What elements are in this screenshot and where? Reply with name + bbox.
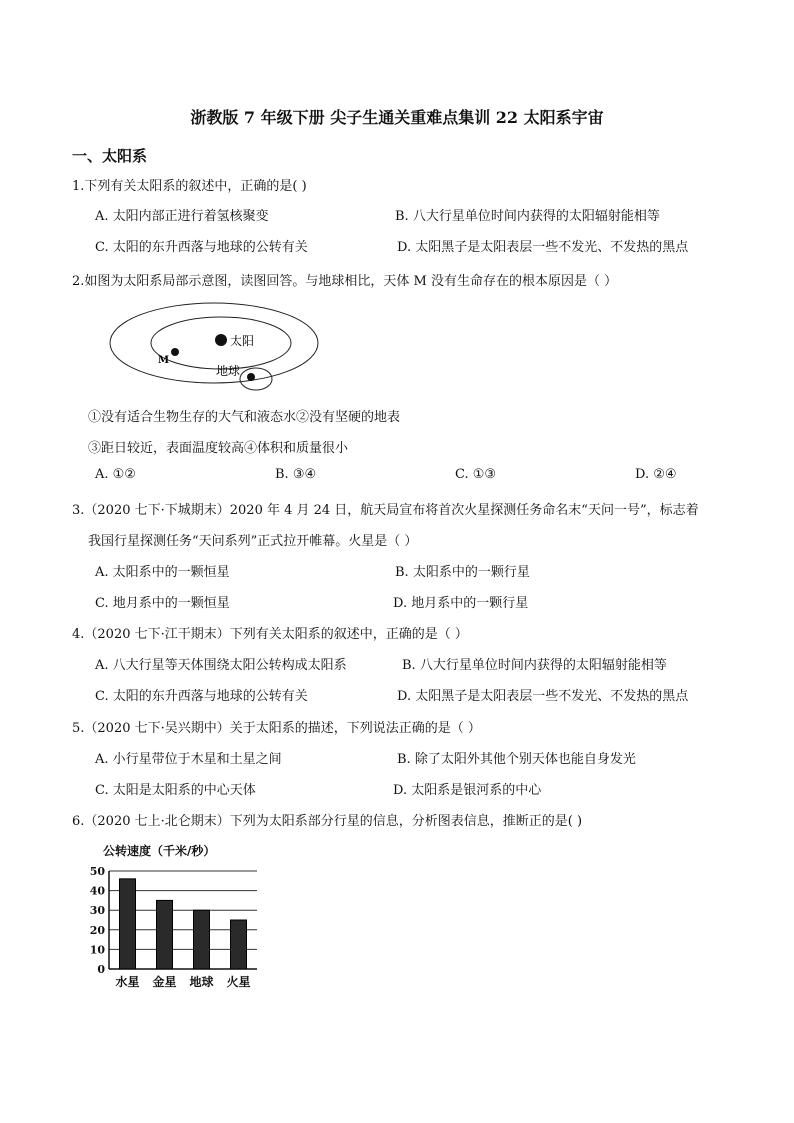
- question-4-option-c: C. 太阳的东升西落与地球的公转有关: [95, 689, 308, 704]
- question-2-option-d: D. ②④: [635, 467, 677, 482]
- planet-m-dot: [171, 348, 179, 356]
- planet-m-label: M: [158, 355, 170, 366]
- bar-火星: [231, 920, 247, 969]
- question-6-stem: 6.（2020 七上·北仑期末）下列为太阳系部分行星的信息，分析图表信息，推断正的是( ): [72, 814, 583, 829]
- question-3-option-d: D. 地月系中的一颗行星: [393, 596, 529, 611]
- solar-system-diagram: [108, 298, 333, 398]
- bar-水星: [120, 879, 136, 969]
- question-5-stem: 5.（2020 七下·吴兴期中）关于太阳系的描述，下列说法正确的是（ ）: [72, 721, 481, 736]
- question-4-option-d: D. 太阳黑子是太阳表层一些不发光、不发热的黑点: [397, 689, 689, 704]
- question-5-option-c: C. 太阳是太阳系的中心天体: [95, 783, 256, 798]
- question-3-option-c: C. 地月系中的一颗恒星: [95, 596, 230, 611]
- revolution-speed-bar-chart: [85, 838, 265, 998]
- y-tick-label: 10: [89, 943, 105, 957]
- question-3-option-a: A. 太阳系中的一颗恒星: [95, 565, 230, 580]
- x-tick-label: 金星: [152, 975, 177, 989]
- question-4-option-a: A. 八大行星等天体围绕太阳公转构成太阳系: [95, 658, 347, 673]
- x-tick-label: 水星: [115, 975, 140, 989]
- question-1-option-d: D. 太阳黑子是太阳表层一些不发光、不发热的黑点: [397, 240, 689, 255]
- y-tick-label: 50: [89, 865, 105, 878]
- earth-moon-orbit: [240, 368, 272, 390]
- y-tick-label: 30: [89, 904, 105, 918]
- question-4-option-b: B. 八大行星单位时间内获得的太阳辐射能相等: [402, 658, 667, 673]
- question-2-statements-2: ③距日较近，表面温度较高④体积和质量很小: [88, 441, 349, 456]
- question-4-stem: 4.（2020 七下·江干期末）下列有关太阳系的叙述中，正确的是（ ）: [72, 627, 468, 642]
- earth-label: 地球: [216, 364, 241, 378]
- sun-dot: [215, 334, 227, 346]
- question-1-stem: 1.下列有关太阳系的叙述中，正确的是( ): [72, 179, 307, 194]
- question-5-option-a: A. 小行星带位于木星和土星之间: [95, 752, 282, 767]
- question-3-option-b: B. 太阳系中的一颗行星: [395, 565, 530, 580]
- sun-label: 太阳: [230, 334, 255, 348]
- question-2-option-c: C. ①③: [455, 467, 497, 482]
- question-3-stem-line-2: 我国行星探测任务“天问系列”正式拉开帷幕。火星是（ ）: [88, 534, 418, 549]
- y-tick-label: 40: [89, 884, 105, 898]
- question-1-option-a: A. 太阳内部正进行着氢核聚变: [95, 209, 269, 224]
- y-tick-label: 0: [97, 963, 105, 976]
- bar-地球: [194, 910, 210, 969]
- chart-title: 公转速度（千米/秒）: [103, 844, 216, 858]
- x-tick-label: 火星: [226, 975, 251, 989]
- y-tick-label: 20: [89, 923, 105, 937]
- question-5-option-b: B. 除了太阳外其他个别天体也能自身发光: [397, 752, 636, 767]
- section-heading-solar-system: 一、太阳系: [72, 147, 148, 165]
- question-2-option-b: B. ③④: [275, 467, 317, 482]
- question-1-option-b: B. 八大行星单位时间内获得的太阳辐射能相等: [395, 209, 660, 224]
- bar-金星: [157, 900, 173, 969]
- outer-orbit: [110, 303, 318, 383]
- question-5-option-d: D. 太阳系是银河系的中心: [393, 783, 542, 798]
- x-tick-label: 地球: [189, 975, 214, 989]
- question-2-option-a: A. ①②: [95, 467, 136, 482]
- question-3-stem-line-1: 3.（2020 七下·下城期末）2020 年 4 月 24 日，航天局宣布将首次火星探测任务命名末“天问一号”，标志着: [72, 503, 699, 518]
- earth-dot: [247, 373, 255, 381]
- page-title: 浙教版 7 年级下册 尖子生通关重难点集训 22 太阳系宇宙: [190, 108, 604, 127]
- question-2-statements-1: ①没有适合生物生存的大气和液态水②没有坚硬的地表: [88, 410, 401, 425]
- question-2-stem: 2.如图为太阳系局部示意图，读图回答。与地球相比，天体 M 没有生命存在的根本原因是（ ）: [72, 274, 618, 289]
- question-1-option-c: C. 太阳的东升西落与地球的公转有关: [95, 240, 308, 255]
